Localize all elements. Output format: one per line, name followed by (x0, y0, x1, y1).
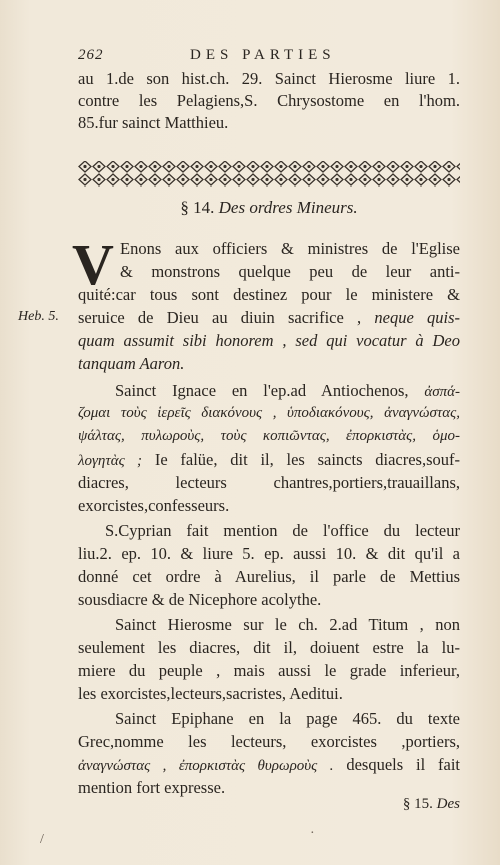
stray-mark: / (40, 832, 44, 847)
text-line: sousdiacre & de Nicephore acolythe. (78, 590, 322, 609)
text-line: Grec,nomme les lecteurs, exorcistes ,portiers, (78, 732, 460, 751)
text-line: miere du peuple , mais aussi le grade inferieur, (78, 661, 460, 680)
text-line: & monstrons quelque peu de leur anti- (120, 262, 460, 281)
section-heading (78, 198, 460, 218)
text-line: Sainct Epiphane en la page 465. du texte (115, 709, 460, 728)
text-line: ἀναγνώστας , ἐπορκιστὰς θυρωροὺς . desquels il fait (78, 755, 460, 774)
catchword-word: Des (436, 796, 460, 812)
page-number: 262 (78, 47, 104, 63)
text-line: S.Cyprian fait mention de l'office du lecteur (105, 521, 460, 540)
ornament-band (78, 160, 460, 188)
greek-line: ψάλτας, πυλωροὺς, τοὺς κοπιῶντας, ἐπορκιστὰς, ὁμο- (78, 428, 460, 444)
text-line: λογητὰς ; Ie falüe, dit il, les saincts diacres,souf- (78, 450, 460, 469)
text-line: au 1.de son hist.ch. 29. Sainct Hierosme liure 1. (78, 69, 460, 88)
page-header (78, 47, 460, 67)
drop-cap: V (72, 232, 114, 297)
text-line: quité:car tous sont destinez pour le ministere & (78, 285, 460, 304)
text-line: seruice de Dieu au diuin sacrifice , neque quis- (78, 308, 461, 327)
margin-note: Heb. 5. (18, 309, 59, 324)
text-line: Sainct Ignace en l'ep.ad Antiochenos, ἀσπά- (115, 381, 460, 400)
text-line: exorcistes,confesseurs. (78, 496, 230, 515)
section-mark: § 14. (180, 198, 215, 217)
stray-mark: · (310, 826, 315, 841)
text-line: Enons aux officiers & ministres de l'Eglise (120, 239, 460, 258)
text-line: mention fort expresse. (78, 778, 226, 797)
catchword (403, 796, 460, 813)
text-line: 85.fur sainct Matthieu. (78, 113, 229, 132)
text-line: diacres, lecteurs chantres,portiers,trauaillans, (78, 473, 460, 492)
text-line: contre les Pelagiens,S. Chrysostome en l'hom. (78, 91, 460, 110)
text-line: tanquam Aaron. (78, 354, 185, 373)
running-title: DES PARTIES (190, 47, 336, 63)
catchword-mark: § 15. (402, 796, 433, 812)
text-line: quam assumit sibi honorem , sed qui vocatur à Deo (78, 331, 460, 350)
text-line: seulement les diacres, dit il, doiuent estre la lu- (78, 638, 460, 657)
text-line: donné cet ordre à Aurelius, il parle de Mettius (78, 567, 460, 586)
text-line: Sainct Hierosme sur le ch. 2.ad Titum , non (115, 615, 460, 634)
greek-line: ζομαι τοὺς ἱερεῖς διακόνους , ὑποδιακόνους, ἀναγνώστας, (78, 405, 460, 421)
text-line: les exorcistes,lecteurs,sacristes, Aeditui. (78, 684, 343, 703)
section-title: Des ordres Mineurs. (218, 198, 358, 217)
text-line: liu.2. ep. 10. & liure 5. ep. aussi 10. & dit qu'il a (78, 544, 460, 563)
